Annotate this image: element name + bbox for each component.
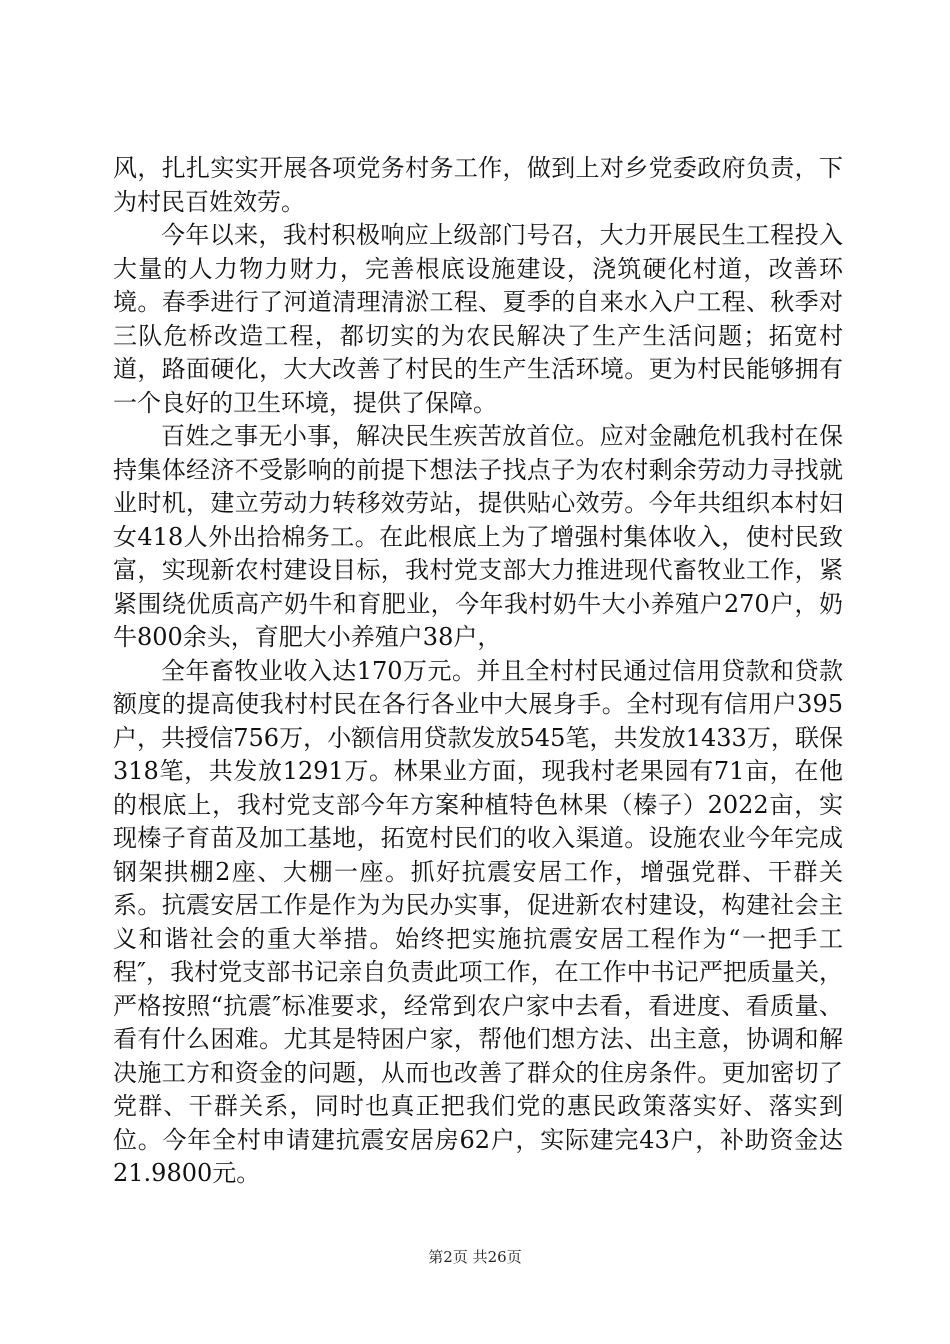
paragraph-4: 全年畜牧业收入达170万元。并且全村村民通过信用贷款和贷款额度的提高使我村村民在各行各业中大展身手。全村现有信用户395户，共授信756万，小额信用贷款发放545笔，共发放1433万，联保318笔，共发放1291万。林果业方面，现我村老果园有71亩，在他的根底上，我村党支部今年方案种植特色林果（榛子）2022亩，实现榛子育苗及加工基地，拓宽村民们的收入渠道。设施农业今年完成钢架拱棚2座、大棚一座。抓好抗震安居工作，增强党群、干群关系。抗震安居工作是作为为民办实事，促进新农村建设，构建社会主义和谐社会的重大举措。始终把实施抗震安居工程作为“一把手工程″，我村党支部书记亲自负责此项工作，在工作中书记严把质量关，严格按照“抗震″标准要求，经常到农户家中去看，看进度、看质量、看有什么困难。尤其是特困户家，帮他们想方法、出主意，协调和解决施工方和资金的问题，从而也改善了群众的住房条件。更加密切了党群、干群关系，同时也真正把我们党的惠民政策落实好、落实到位。今年全村申请建抗震安居房62户，实际建完43户，补助资金达21.9800元。 <box>113 656 843 1187</box>
page-number: 第2页 共26页 <box>428 1248 522 1266</box>
document-body <box>113 152 843 1191</box>
paragraph-1: 风，扎扎实实开展各项党务村务工作，做到上对乡党委政府负责，下为村民百姓效劳。 <box>113 154 843 216</box>
paragraph-3: 百姓之事无小事，解决民生疾苦放首位。应对金融危机我村在保持集体经济不受影响的前提下想法子找点子为农村剩余劳动力寻找就业时机，建立劳动力转移效劳站，提供贴心效劳。今年共组织本村妇女418人外出拾棉务工。在此根底上为了增强村集体收入，使村民致富，实现新农村建设目标，我村党支部大力推进现代畜牧业工作，紧紧围绕优质高产奶牛和育肥业，今年我村奶牛大小养殖户270户，奶牛800余头，育肥大小养殖户38户， <box>113 422 843 651</box>
paragraph-2: 今年以来，我村积极响应上级部门号召，大力开展民生工程投入大量的人力物力财力，完善根底设施建设，浇筑硬化村道，改善环境。春季进行了河道清理清淤工程、夏季的自来水入户工程、秋季对三队危桥改造工程，都切实的为农民解决了生产生活问题；拓宽村道，路面硬化，大大改善了村民的生产生活环境。更为村民能够拥有一个良好的卫生环境，提供了保障。 <box>113 221 843 417</box>
page-footer <box>0 1246 950 1267</box>
